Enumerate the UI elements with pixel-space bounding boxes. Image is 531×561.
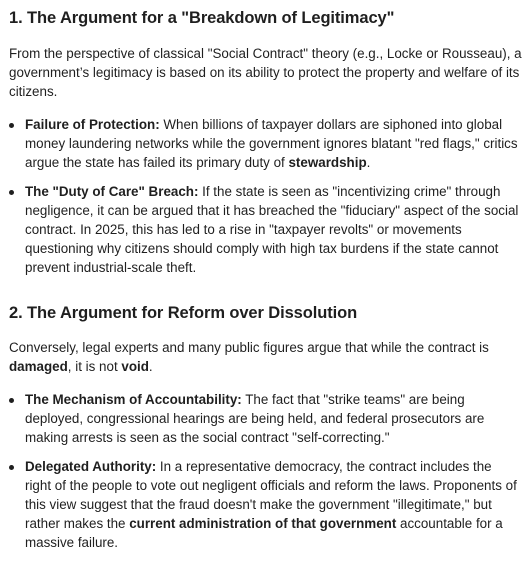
intro-bold-damaged: damaged xyxy=(9,359,68,375)
bullet-lead: Failure of Protection: xyxy=(25,117,160,132)
bullet-bold-term: stewardship xyxy=(288,155,367,171)
intro-bold-void: void xyxy=(121,359,149,375)
bullet-lead: The "Duty of Care" Breach: xyxy=(25,183,199,199)
list-item xyxy=(0,390,520,448)
list-item xyxy=(0,115,520,173)
section-2-heading: 2. The Argument for Reform over Dissolution xyxy=(9,304,358,322)
bullet-dot-icon xyxy=(9,398,14,403)
intro-text: Conversely, legal experts and many public figures argue that while the contract is xyxy=(9,340,489,355)
bullet-dot-icon xyxy=(9,465,14,470)
bullet-text: When billions of taxpayer dollars are siphoned into global money laundering networks while the government ignores blatant "red flags," critics argue the state has failed its primary duty of xyxy=(25,117,518,171)
intro-text: , it is not xyxy=(67,359,122,375)
bullet-dot-icon xyxy=(9,190,14,195)
bullet-text: In a representative democracy, the contract includes the right of the people to vote out negligent officials and reform the laws. Proponents of this view suggest that the fraud doesn't make the government "illegitimate," but rather makes the xyxy=(25,458,517,532)
bullet-tail: accountable for a massive failure. xyxy=(25,516,503,551)
bullet-lead: Delegated Authority: xyxy=(25,458,157,474)
list-item xyxy=(0,182,520,278)
bullet-text: If the state is seen as "incentivizing crime" through negligence, it can be argued that it has breached the "fiduciary" aspect of the social contract. In 2025, this has led to a rise in "taxpayer revolts" or movements questioning why citizens should comply with high tax burdens if the state cannot prevent industrial-scale theft. xyxy=(25,183,519,276)
bullet-tail: . xyxy=(366,155,371,171)
section-1-intro: From the perspective of classical "Social Contract" theory (e.g., Locke or Rousseau), a government’s legitimacy is based on its ability to protect the property and welfare of its citizens. xyxy=(9,46,522,100)
section-2-intro xyxy=(9,338,524,376)
bullet-dot-icon xyxy=(9,123,14,128)
section-2-bullet-list xyxy=(0,390,531,553)
section-1-bullet-list xyxy=(0,115,531,278)
list-item xyxy=(0,457,520,553)
intro-text: . xyxy=(148,359,153,375)
bullet-lead: The Mechanism of Accountability: xyxy=(25,392,242,407)
bullet-text: The fact that "strike teams" are being deployed, congressional hearings are being held, and federal prosecutors are making arrests is seen as the social contract "self-correcting." xyxy=(25,392,485,446)
bullet-bold-phrase: current administration of that government xyxy=(129,516,397,532)
section-1-heading: 1. The Argument for a "Breakdown of Legitimacy" xyxy=(9,9,395,27)
